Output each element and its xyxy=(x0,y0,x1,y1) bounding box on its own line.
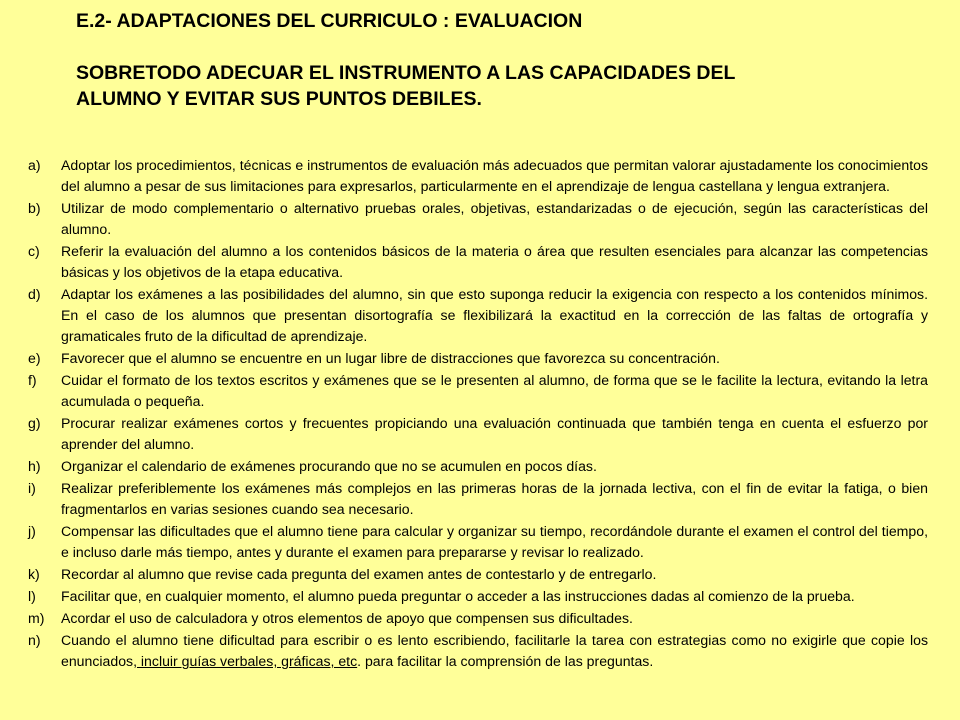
list-item-j xyxy=(28,521,928,563)
list-marker: i) xyxy=(28,480,36,496)
list-item-k xyxy=(28,564,928,585)
list-item-h xyxy=(28,456,928,477)
list-item-text-start: Cuando el alumno tiene dificultad para escribir o es lento escribiendo, facilitarle la tarea con estrategias como no exigirle que copie los enunciados xyxy=(61,632,928,669)
list-item-text xyxy=(61,632,928,669)
list-item-text: Organizar el calendario de exámenes procurando que no se acumulen en pocos días. xyxy=(61,458,597,474)
list-marker: f) xyxy=(28,372,37,388)
header xyxy=(76,8,936,112)
list-marker: n) xyxy=(28,632,41,648)
list-item-text: Cuidar el formato de los textos escritos y exámenes que se le presenten al alumno, de forma que se le facilite la lectura, evitando la letra acumulada o pequeña. xyxy=(61,372,928,409)
list-item-text: Adoptar los procedimientos, técnicas e instrumentos de evaluación más adecuados que permitan valorar ajustadamente los conocimientos del alumno a pesar de sus limitaciones para expresarlos, particularmente en el aprendizaje de lengua castellana y lengua extranjera. xyxy=(61,157,928,194)
list-marker: j) xyxy=(28,523,36,539)
list-marker: e) xyxy=(28,350,41,366)
list-item-text: Realizar preferiblemente los exámenes más complejos en las primeras horas de la jornada lectiva, con el fin de evitar la fatiga, o bien fragmentarlos en varias sesiones cuando sea necesario. xyxy=(61,480,928,517)
list-item-text: Procurar realizar exámenes cortos y frecuentes propiciando una evaluación continuada que también tenga en cuenta el esfuerzo por aprender del alumno. xyxy=(61,415,928,452)
list-item-f xyxy=(28,370,928,412)
list-item-text: Compensar las dificultades que el alumno tiene para calcular y organizar su tiempo, recordándole durante el examen el control del tiempo, e incluso darle más tiempo, antes y durante el examen para prepararse y revisar lo realizado. xyxy=(61,523,928,560)
list-item-text-end: . para facilitar la comprensión de las preguntas. xyxy=(357,653,654,669)
list-marker: c) xyxy=(28,243,40,259)
list-item-d xyxy=(28,284,928,347)
list-item-text: Favorecer que el alumno se encuentre en un lugar libre de distracciones que favorezca su concentración. xyxy=(61,350,720,366)
list-item-c xyxy=(28,241,928,283)
list-item-text: Acordar el uso de calculadora y otros elementos de apoyo que compensen sus dificultades. xyxy=(61,610,633,626)
list-item-text: Recordar al alumno que revise cada pregunta del examen antes de contestarlo y de entregarlo. xyxy=(61,566,657,582)
list-item-e xyxy=(28,348,928,369)
list-item-b xyxy=(28,198,928,240)
list-item-g xyxy=(28,413,928,455)
list-item-text: Facilitar que, en cualquier momento, el alumno pueda preguntar o acceder a las instrucciones dadas al comienzo de la prueba. xyxy=(61,588,855,604)
list-marker: d) xyxy=(28,286,41,302)
list-item-l xyxy=(28,586,928,607)
list-item-a xyxy=(28,155,928,197)
list-marker: k) xyxy=(28,566,40,582)
list-marker: b) xyxy=(28,200,41,216)
adaptations-list xyxy=(28,155,928,673)
list-marker: a) xyxy=(28,157,41,173)
list-marker: g) xyxy=(28,415,41,431)
list-item-i xyxy=(28,478,928,520)
list-item-text: Adaptar los exámenes a las posibilidades del alumno, sin que esto suponga reducir la exigencia con respecto a los contenidos mínimos. En el caso de los alumnos que presentan disortografía se flexibilizará la exactitud en la corrección de las faltas de ortografía y gramaticales fruto de la dificultad de aprendizaje. xyxy=(61,286,928,344)
list-item-m xyxy=(28,608,928,629)
list-marker: m) xyxy=(28,610,45,626)
list-item-n xyxy=(28,630,928,672)
underlined-text: , incluir guías verbales, gráficas, etc xyxy=(133,653,358,669)
list-marker: h) xyxy=(28,458,41,474)
list-item-text: Referir la evaluación del alumno a los contenidos básicos de la materia o área que resulten esenciales para alcanzar las competencias básicas y los objetivos de la etapa educativa. xyxy=(61,243,928,280)
page-title: E.2- ADAPTACIONES DEL CURRICULO : EVALUACION xyxy=(76,10,583,32)
subtitle-line-1: SOBRETODO ADECUAR EL INSTRUMENTO A LAS CAPACIDADES DEL xyxy=(76,62,736,84)
subtitle-line-2: ALUMNO Y EVITAR SUS PUNTOS DEBILES. xyxy=(76,88,482,110)
list-marker: l) xyxy=(28,588,36,604)
list-item-text: Utilizar de modo complementario o alternativo pruebas orales, objetivas, estandarizadas o de ejecución, según las características del alumno. xyxy=(61,200,928,237)
